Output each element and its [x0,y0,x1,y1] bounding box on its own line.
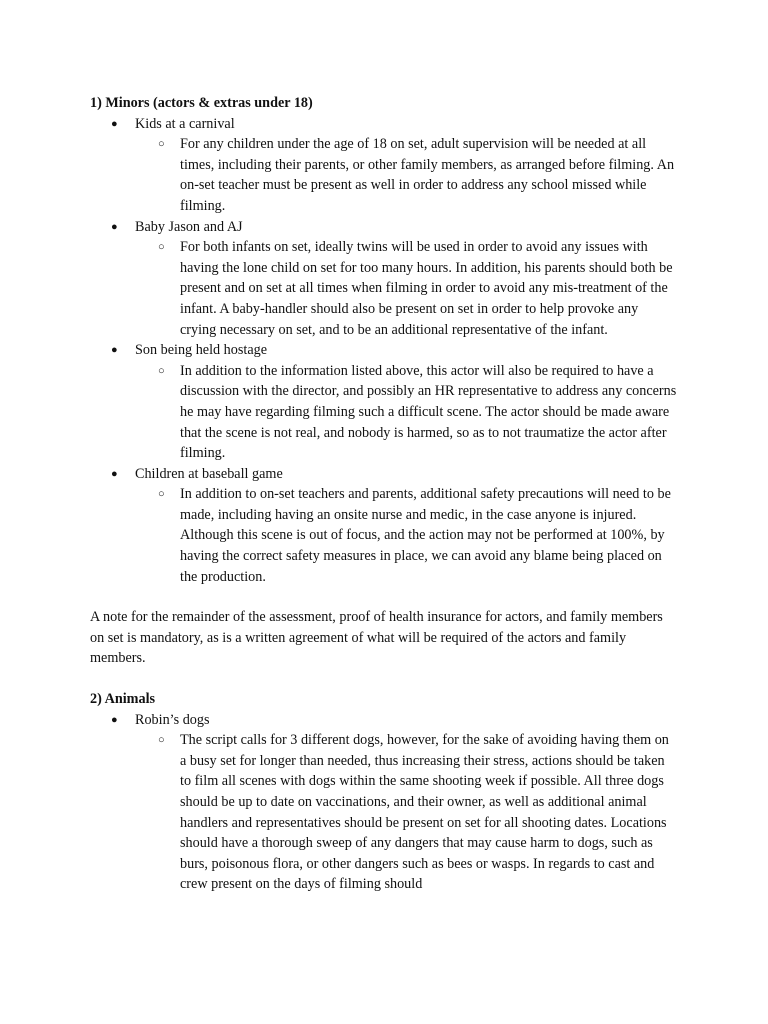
sub-list-item-text: In addition to on-set teachers and parents, additional safety precautions will need to be made, including having an onsite nurse and medic, in the case anyone is injured. Although this scene is out of focus, and the action may not be performed at 100%, by having the correct safety measures in place, we can avoid any blame being placed on the production. [180,486,671,585]
filled-bullet-icon: ● [111,467,118,480]
list-item [90,217,690,341]
hollow-bullet-icon: ○ [158,138,165,151]
section-minors [90,93,690,587]
list-item [90,710,690,895]
section-animals [90,689,690,895]
hollow-bullet-icon: ○ [158,364,165,377]
sub-list [135,237,690,340]
sub-list-item-text: The script calls for 3 different dogs, however, for the sake of avoiding having them on a busy set for longer than needed, thus increasing their stress, actions should be taken to film all scenes with dogs within the same shooting week if possible. All three dogs should be up to date on vaccinations, and their owner, as well as additional animal handlers and representatives should be present on set for all shooting dates. Locations should have a thorough sweep of any dangers that may cause harm to dogs, such as burs, poisonous flora, or other dangers such as bees or wasps. In regards to cast and crew present on the days of filming should [180,732,669,893]
list-item-label: Children at baseball game [135,465,283,482]
bullet-list [90,710,690,895]
sub-list [135,134,690,216]
filled-bullet-icon: ● [111,713,118,726]
assessment-note: A note for the remainder of the assessment, proof of health insurance for actors, and family members on set is mandatory, as is a written agreement of what will be required of the actors and family members. [90,609,663,667]
sub-list-item [135,730,690,895]
sub-list-item [135,134,690,216]
sub-list-item-text: For any children under the age of 18 on set, adult supervision will be needed at all times, including their parents, or other family members, as arranged before filming. An on-set teacher must be present as well in order to address any school missed while filming. [180,136,675,214]
list-item [90,114,690,217]
bullet-list [90,114,690,588]
sub-list [135,484,690,587]
sub-list [135,361,690,464]
list-item-label: Robin’s dogs [135,711,210,728]
list-item-label: Baby Jason and AJ [135,218,243,235]
list-item [90,464,690,588]
sub-list-item [135,237,690,340]
list-item-label: Kids at a carnival [135,115,235,132]
hollow-bullet-icon: ○ [158,241,165,254]
document-body [90,93,690,895]
sub-list-item [135,484,690,587]
filled-bullet-icon: ● [111,344,118,357]
section-heading: 2) Animals [90,691,156,708]
list-item [90,340,690,464]
hollow-bullet-icon: ○ [158,734,165,747]
sub-list-item [135,361,690,464]
sub-list [135,730,690,895]
sub-list-item-text: For both infants on set, ideally twins will be used in order to avoid any issues with having the lone child on set for too many hours. In addition, his parents should both be present and on set at all times when filming in order to avoid any mis-treatment of the infant. A baby-handler should also be present on set in order to help provoke any crying necessary on set, and to be an additional representative of the infant. [180,239,673,338]
hollow-bullet-icon: ○ [158,488,165,501]
section-heading: 1) Minors (actors & extras under 18) [90,95,313,111]
filled-bullet-icon: ● [111,117,118,130]
filled-bullet-icon: ● [111,220,118,233]
sub-list-item-text: In addition to the information listed above, this actor will also be required to have a discussion with the director, and possibly an HR representative to address any concerns he may have regarding filming such a difficult scene. The actor should be made aware that the scene is not real, and nobody is harmed, so as to not traumatize the actor after filming. [180,362,677,462]
list-item-label: Son being held hostage [135,342,268,359]
